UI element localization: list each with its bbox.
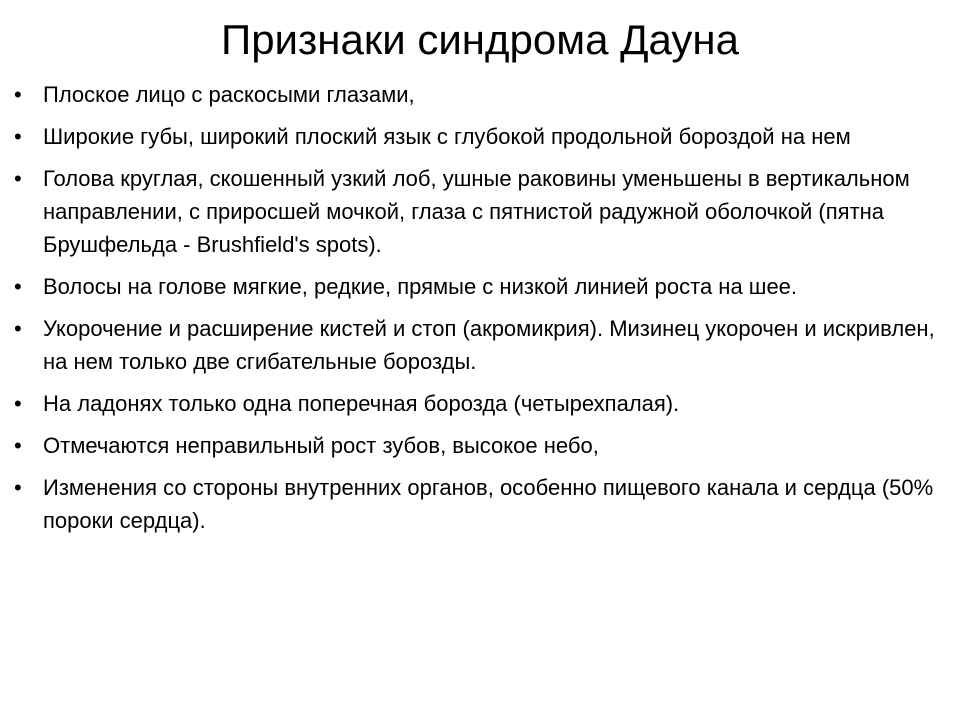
bullet-item <box>14 387 944 420</box>
bullet-item <box>14 429 944 462</box>
slide-title: Признаки синдрома Дауна <box>221 16 739 63</box>
bullet-dot-icon: • <box>14 391 22 416</box>
bullet-dot-icon: • <box>14 124 22 149</box>
bullet-item <box>14 270 944 303</box>
bullet-text: Голова круглая, скошенный узкий лоб, ушные раковины уменьшены в вертикальном направлении, с приросшей мочкой, глаза с пятнистой радужной оболочкой (пятна Брушфельда - Brushfield's spots). <box>43 166 910 257</box>
bullet-text: Плоское лицо с раскосыми глазами, <box>43 82 415 107</box>
bullet-text: Укорочение и расширение кистей и стоп (акромикрия). Мизинец укорочен и искривлен, на нем только две сгибательные борозды. <box>43 316 935 374</box>
bullet-text: Отмечаются неправильный рост зубов, высокое небо, <box>43 433 599 458</box>
bullet-dot-icon: • <box>14 316 22 341</box>
bullet-list <box>14 78 944 546</box>
bullet-dot-icon: • <box>14 166 22 191</box>
bullet-item <box>14 312 944 378</box>
bullet-text: Волосы на голове мягкие, редкие, прямые с низкой линией роста на шее. <box>43 274 798 299</box>
bullet-item <box>14 78 944 111</box>
bullet-text: На ладонях только одна поперечная борозда (четырехпалая). <box>43 391 680 416</box>
bullet-text: Изменения со стороны внутренних органов, особенно пищевого канала и сердца (50% пороки сердца). <box>43 475 934 533</box>
bullet-item <box>14 471 944 537</box>
bullet-dot-icon: • <box>14 433 22 458</box>
bullet-item <box>14 120 944 153</box>
bullet-item <box>14 162 944 261</box>
bullet-text: Широкие губы, широкий плоский язык с глубокой продольной бороздой на нем <box>43 124 851 149</box>
bullet-dot-icon: • <box>14 475 22 500</box>
bullet-dot-icon: • <box>14 274 22 299</box>
bullet-dot-icon: • <box>14 82 22 107</box>
